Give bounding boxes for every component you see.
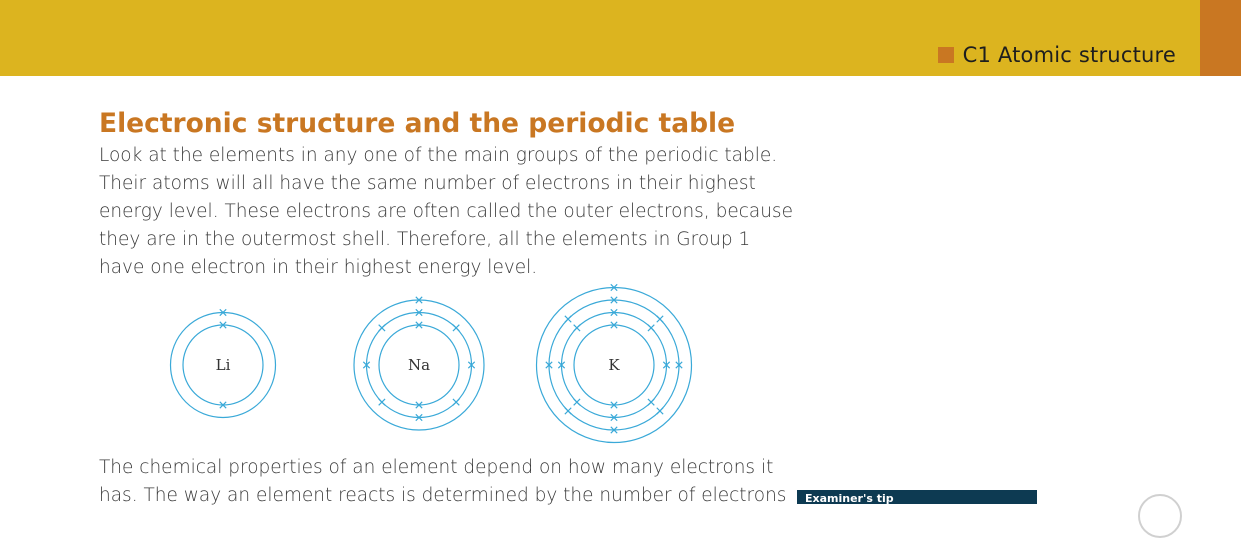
examiner-tip-label: Examiner's tip <box>805 492 894 505</box>
paragraph-line: energy level. These electrons are often called the outer electrons, because <box>99 201 793 222</box>
paragraph-line: The chemical properties of an element depend on how many electrons it <box>99 457 774 478</box>
header-tab <box>1200 0 1241 76</box>
paragraph-intro <box>99 142 793 282</box>
electron-mark <box>574 399 580 405</box>
electron-mark <box>565 408 571 414</box>
paragraph-line: has. The way an element reacts is determined by the number of electrons <box>99 485 787 506</box>
atom-sodium <box>354 297 484 430</box>
paragraph-line: they are in the outermost shell. Therefore, all the elements in Group 1 <box>99 229 751 250</box>
examiner-tip-box <box>797 490 1037 504</box>
atom-symbol: Li <box>215 356 231 374</box>
electron-mark <box>574 325 580 331</box>
electron-shell-diagram <box>140 282 720 448</box>
atom-symbol: K <box>608 356 620 374</box>
chapter-title: C1 Atomic structure <box>962 43 1176 67</box>
paragraph-line: Their atoms will all have the same number of electrons in their highest <box>99 173 756 194</box>
chapter-square-icon <box>938 47 954 63</box>
electron-mark <box>379 399 385 405</box>
electron-mark <box>657 316 663 322</box>
paragraph-line: have one electron in their highest energy level. <box>99 257 538 278</box>
electron-mark <box>379 325 385 331</box>
electron-mark <box>565 316 571 322</box>
paragraph-line: Look at the elements in any one of the main groups of the periodic table. <box>99 145 778 166</box>
electron-mark <box>648 399 654 405</box>
electron-mark <box>648 325 654 331</box>
atom-lithium <box>171 309 276 417</box>
paragraph-chemical-properties <box>99 454 787 510</box>
electron-mark <box>657 408 663 414</box>
section-title: Electronic structure and the periodic table <box>99 108 736 139</box>
atom-potassium <box>537 284 692 442</box>
page-badge <box>1138 494 1182 538</box>
electron-mark <box>453 399 459 405</box>
electron-mark <box>453 325 459 331</box>
atom-symbol: Na <box>407 356 431 374</box>
chapter-label <box>938 42 1176 68</box>
